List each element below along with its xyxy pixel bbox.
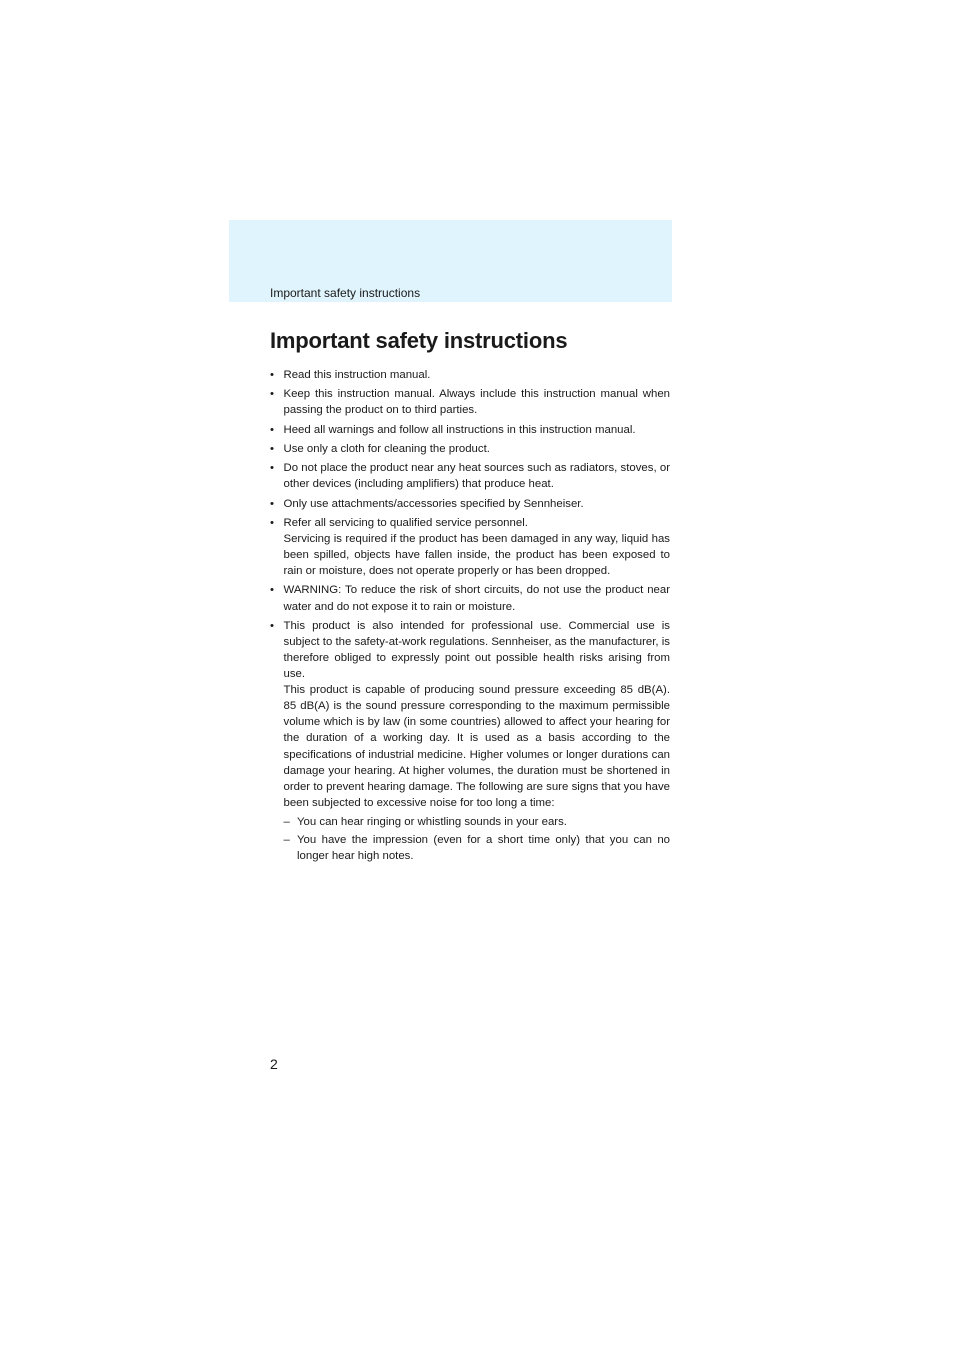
instruction-detail: This product is capable of producing sound pressure exceeding 85 dB(A). 85 dB(A) is the sound pressure corresponding to the maximum permissible volume which is by law (in some countries) allowed to affect your hearing for the duration of a working day. It is used as a basis according to the specifications of industrial medicine. Higher volumes or longer durations can damage your hearing. At higher volumes, the duration must be shortened in order to prevent hearing damage. The following are sure signs that you have been subjected to excessive noise for too long a time: xyxy=(283,684,670,809)
page-number: 2 xyxy=(270,1056,278,1072)
sub-list-item: – You have the impression (even for a short time only) that you can no longer hear high notes. xyxy=(284,832,671,864)
hearing-damage-signs-list xyxy=(284,814,671,864)
running-header: Important safety instructions xyxy=(270,286,421,300)
list-item xyxy=(270,460,670,492)
list-item xyxy=(270,618,670,864)
sub-list-item: – You can hear ringing or whistling sounds in your ears. xyxy=(284,814,671,830)
instruction-text: • Use only a cloth for cleaning the product. xyxy=(283,442,490,455)
instruction-text: • Keep this instruction manual. Always include this instruction manual when passing the product on to third parties. xyxy=(283,388,670,417)
list-item xyxy=(270,582,670,614)
instruction-text: • This product is also intended for professional use. Commercial use is subject to the safety-at-work regulations. Sennheiser, as the manufacturer, is therefore obliged to expressly point out possible health risks arising from use. xyxy=(283,619,670,681)
header-band xyxy=(229,220,672,302)
instruction-text: • Read this instruction manual. xyxy=(283,369,431,381)
list-item xyxy=(270,496,670,512)
instruction-text: • Heed all warnings and follow all instructions in this instruction manual. xyxy=(283,423,636,436)
instruction-detail: Servicing is required if the product has been damaged in any way, liquid has been spilled, objects have fallen inside, the product has been exposed to rain or moisture, does not operate properly or has been dropped. xyxy=(283,532,670,578)
list-item xyxy=(270,367,670,383)
instruction-text: • Do not place the product near any heat sources such as radiators, stoves, or other devices (including amplifiers) that produce heat. xyxy=(283,462,670,491)
instructions-content xyxy=(270,367,670,867)
instructions-list xyxy=(270,367,670,864)
page-title: Important safety instructions xyxy=(270,328,568,353)
instruction-text: • Refer all servicing to qualified service personnel. xyxy=(283,516,528,529)
instruction-text: • Only use attachments/accessories specified by Sennheiser. xyxy=(283,497,584,510)
list-item xyxy=(270,441,670,457)
list-item xyxy=(270,515,670,579)
warning-text: • WARNING: To reduce the risk of short circuits, do not use the product near water and do not expose it to rain or moisture. xyxy=(283,584,670,613)
list-item xyxy=(270,422,670,438)
list-item xyxy=(270,386,670,418)
